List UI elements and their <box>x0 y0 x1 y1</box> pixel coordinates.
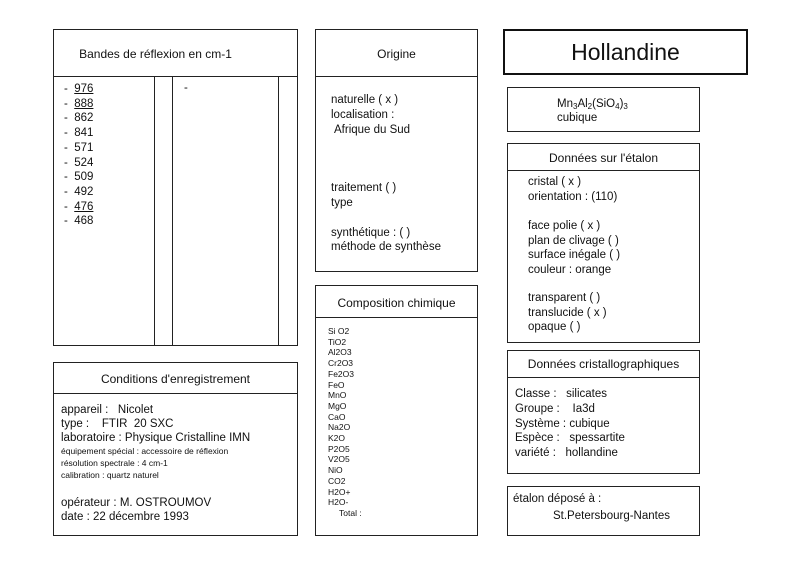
oxide-item: Al2O3 <box>328 347 352 358</box>
band-value: 492 <box>74 185 94 198</box>
band-row <box>64 126 93 141</box>
oxide-item: P2O5 <box>328 443 350 454</box>
cristallo-panel <box>507 350 700 474</box>
oxide-item: H2O- <box>328 497 349 508</box>
couleur-field: couleur : orange <box>528 264 612 276</box>
synthetique-field: synthétique : ( ) <box>331 227 411 239</box>
band-list <box>64 82 93 229</box>
band-value: 976 <box>74 83 94 95</box>
cristal-field: cristal ( x ) <box>528 176 582 188</box>
etalon-header <box>508 144 699 171</box>
band-dash: - <box>64 171 75 184</box>
oxide-item: MgO <box>328 400 347 411</box>
crystal-system: cubique <box>557 112 598 124</box>
composition-title: Composition chimique <box>337 296 456 310</box>
formula-part: (SiO <box>592 98 616 110</box>
column-divider <box>154 77 155 345</box>
surface-field: surface inégale ( ) <box>528 249 621 261</box>
date-field: date : 22 décembre 1993 <box>61 511 189 523</box>
transparent-field: transparent ( ) <box>528 292 601 304</box>
band-dash: - <box>64 83 75 95</box>
clivage-field: plan de clivage ( ) <box>528 235 619 247</box>
conditions-title: Conditions d'enregistrement <box>100 372 251 386</box>
depot-panel <box>507 486 700 536</box>
column-mark: - <box>184 82 188 94</box>
naturelle-field: naturelle ( x ) <box>331 94 399 106</box>
reflection-bands-panel <box>53 29 298 346</box>
systeme-field: Système : cubique <box>515 418 610 430</box>
band-row <box>64 156 93 171</box>
band-dash: - <box>64 112 75 125</box>
band-value: 524 <box>74 156 94 169</box>
band-dash: - <box>64 185 75 198</box>
appareil-field: appareil : Nicolet <box>61 404 154 416</box>
oxide-item: Fe2O3 <box>328 368 354 379</box>
band-row <box>64 214 93 229</box>
localisation-value: Afrique du Sud <box>334 124 411 136</box>
methode-field: méthode de synthèse <box>331 241 441 253</box>
band-row <box>64 97 93 112</box>
formula-part: Mn <box>557 98 573 110</box>
localisation-field: localisation : <box>331 109 395 121</box>
band-value: 862 <box>74 112 94 125</box>
band-row <box>64 111 93 126</box>
band-dash: - <box>64 141 75 154</box>
oxide-item: TiO2 <box>328 336 347 347</box>
band-value: 476 <box>74 200 94 213</box>
opaque-field: opaque ( ) <box>528 321 581 333</box>
conditions-header <box>54 363 297 394</box>
band-dash: - <box>64 97 75 110</box>
formula-panel <box>507 87 700 132</box>
depot-label: étalon déposé à : <box>513 493 602 505</box>
variete-field: variété : hollandine <box>515 447 618 459</box>
oxide-list <box>328 326 362 519</box>
calibration-field: calibration : quartz naturel <box>61 470 159 480</box>
column-divider <box>278 77 279 345</box>
oxide-item: Si O2 <box>328 326 350 336</box>
classe-field: Classe : silicates <box>515 388 608 400</box>
band-dash: - <box>64 127 75 140</box>
oxide-item: Na2O <box>328 422 351 433</box>
depot-place: St.Petersbourg-Nantes <box>553 510 670 522</box>
band-row <box>64 170 93 185</box>
espece-field: Espèce : spessartite <box>515 432 625 444</box>
oxide-item: CO2 <box>328 475 346 486</box>
band-row <box>64 185 93 200</box>
groupe-field: Groupe : Ia3d <box>515 403 595 415</box>
formula-part: Al <box>577 98 588 110</box>
etalon-panel <box>507 143 700 343</box>
type-field: type <box>331 197 353 209</box>
face-polie-field: face polie ( x ) <box>528 220 601 232</box>
oxide-item: Cr2O3 <box>328 358 354 369</box>
cristallo-title: Données cristallographiques <box>527 357 680 371</box>
band-dash: - <box>64 200 75 213</box>
equipement-field: équipement spécial : accessoire de réflexion <box>61 446 229 456</box>
band-dash: - <box>64 156 75 169</box>
formula-part: ) <box>619 98 624 110</box>
orientation-field: orientation : (110) <box>528 191 618 203</box>
composition-header <box>316 286 477 318</box>
band-dash: - <box>64 215 75 228</box>
band-row <box>64 141 93 156</box>
formula-subscript: 3 <box>572 102 578 111</box>
mineral-title: Hollandine <box>503 29 748 75</box>
formula-subscript: 3 <box>623 102 628 111</box>
band-row <box>64 200 93 215</box>
operateur-field: opérateur : M. OSTROUMOV <box>61 497 212 509</box>
translucide-field: translucide ( x ) <box>528 307 607 319</box>
conditions-panel <box>53 362 298 536</box>
cristallo-header <box>508 351 699 378</box>
oxide-item: H2O+ <box>328 486 351 497</box>
origine-title: Origine <box>377 47 416 61</box>
column-divider <box>172 77 173 345</box>
resolution-field: résolution spectrale : 4 cm-1 <box>61 458 168 468</box>
traitement-field: traitement ( ) <box>331 182 397 194</box>
formula-subscript: 4 <box>615 102 620 111</box>
oxide-item: V2O5 <box>328 454 350 465</box>
band-value: 571 <box>74 141 94 154</box>
oxide-item: NiO <box>328 465 343 476</box>
oxide-item: CaO <box>328 411 346 422</box>
etalon-title: Données sur l'étalon <box>548 151 659 165</box>
type-field: type : FTIR 20 SXC <box>61 418 174 430</box>
oxide-item: FeO <box>328 379 345 390</box>
band-row <box>64 82 93 97</box>
band-value: 509 <box>74 171 94 184</box>
band-value: 841 <box>74 127 94 140</box>
reflection-bands-title: Bandes de réflexion en cm-1 <box>79 47 232 61</box>
reflection-bands-header <box>54 30 297 77</box>
oxide-item: MnO <box>328 390 347 401</box>
band-value: 468 <box>74 215 94 228</box>
laboratoire-field: laboratoire : Physique Cristalline IMN <box>61 432 251 444</box>
origine-header <box>316 30 477 77</box>
total-label: Total : <box>339 507 362 518</box>
formula-subscript: 2 <box>587 102 593 111</box>
origine-panel <box>315 29 478 272</box>
oxide-item: K2O <box>328 433 346 444</box>
composition-panel <box>315 285 478 536</box>
band-value: 888 <box>74 97 94 110</box>
